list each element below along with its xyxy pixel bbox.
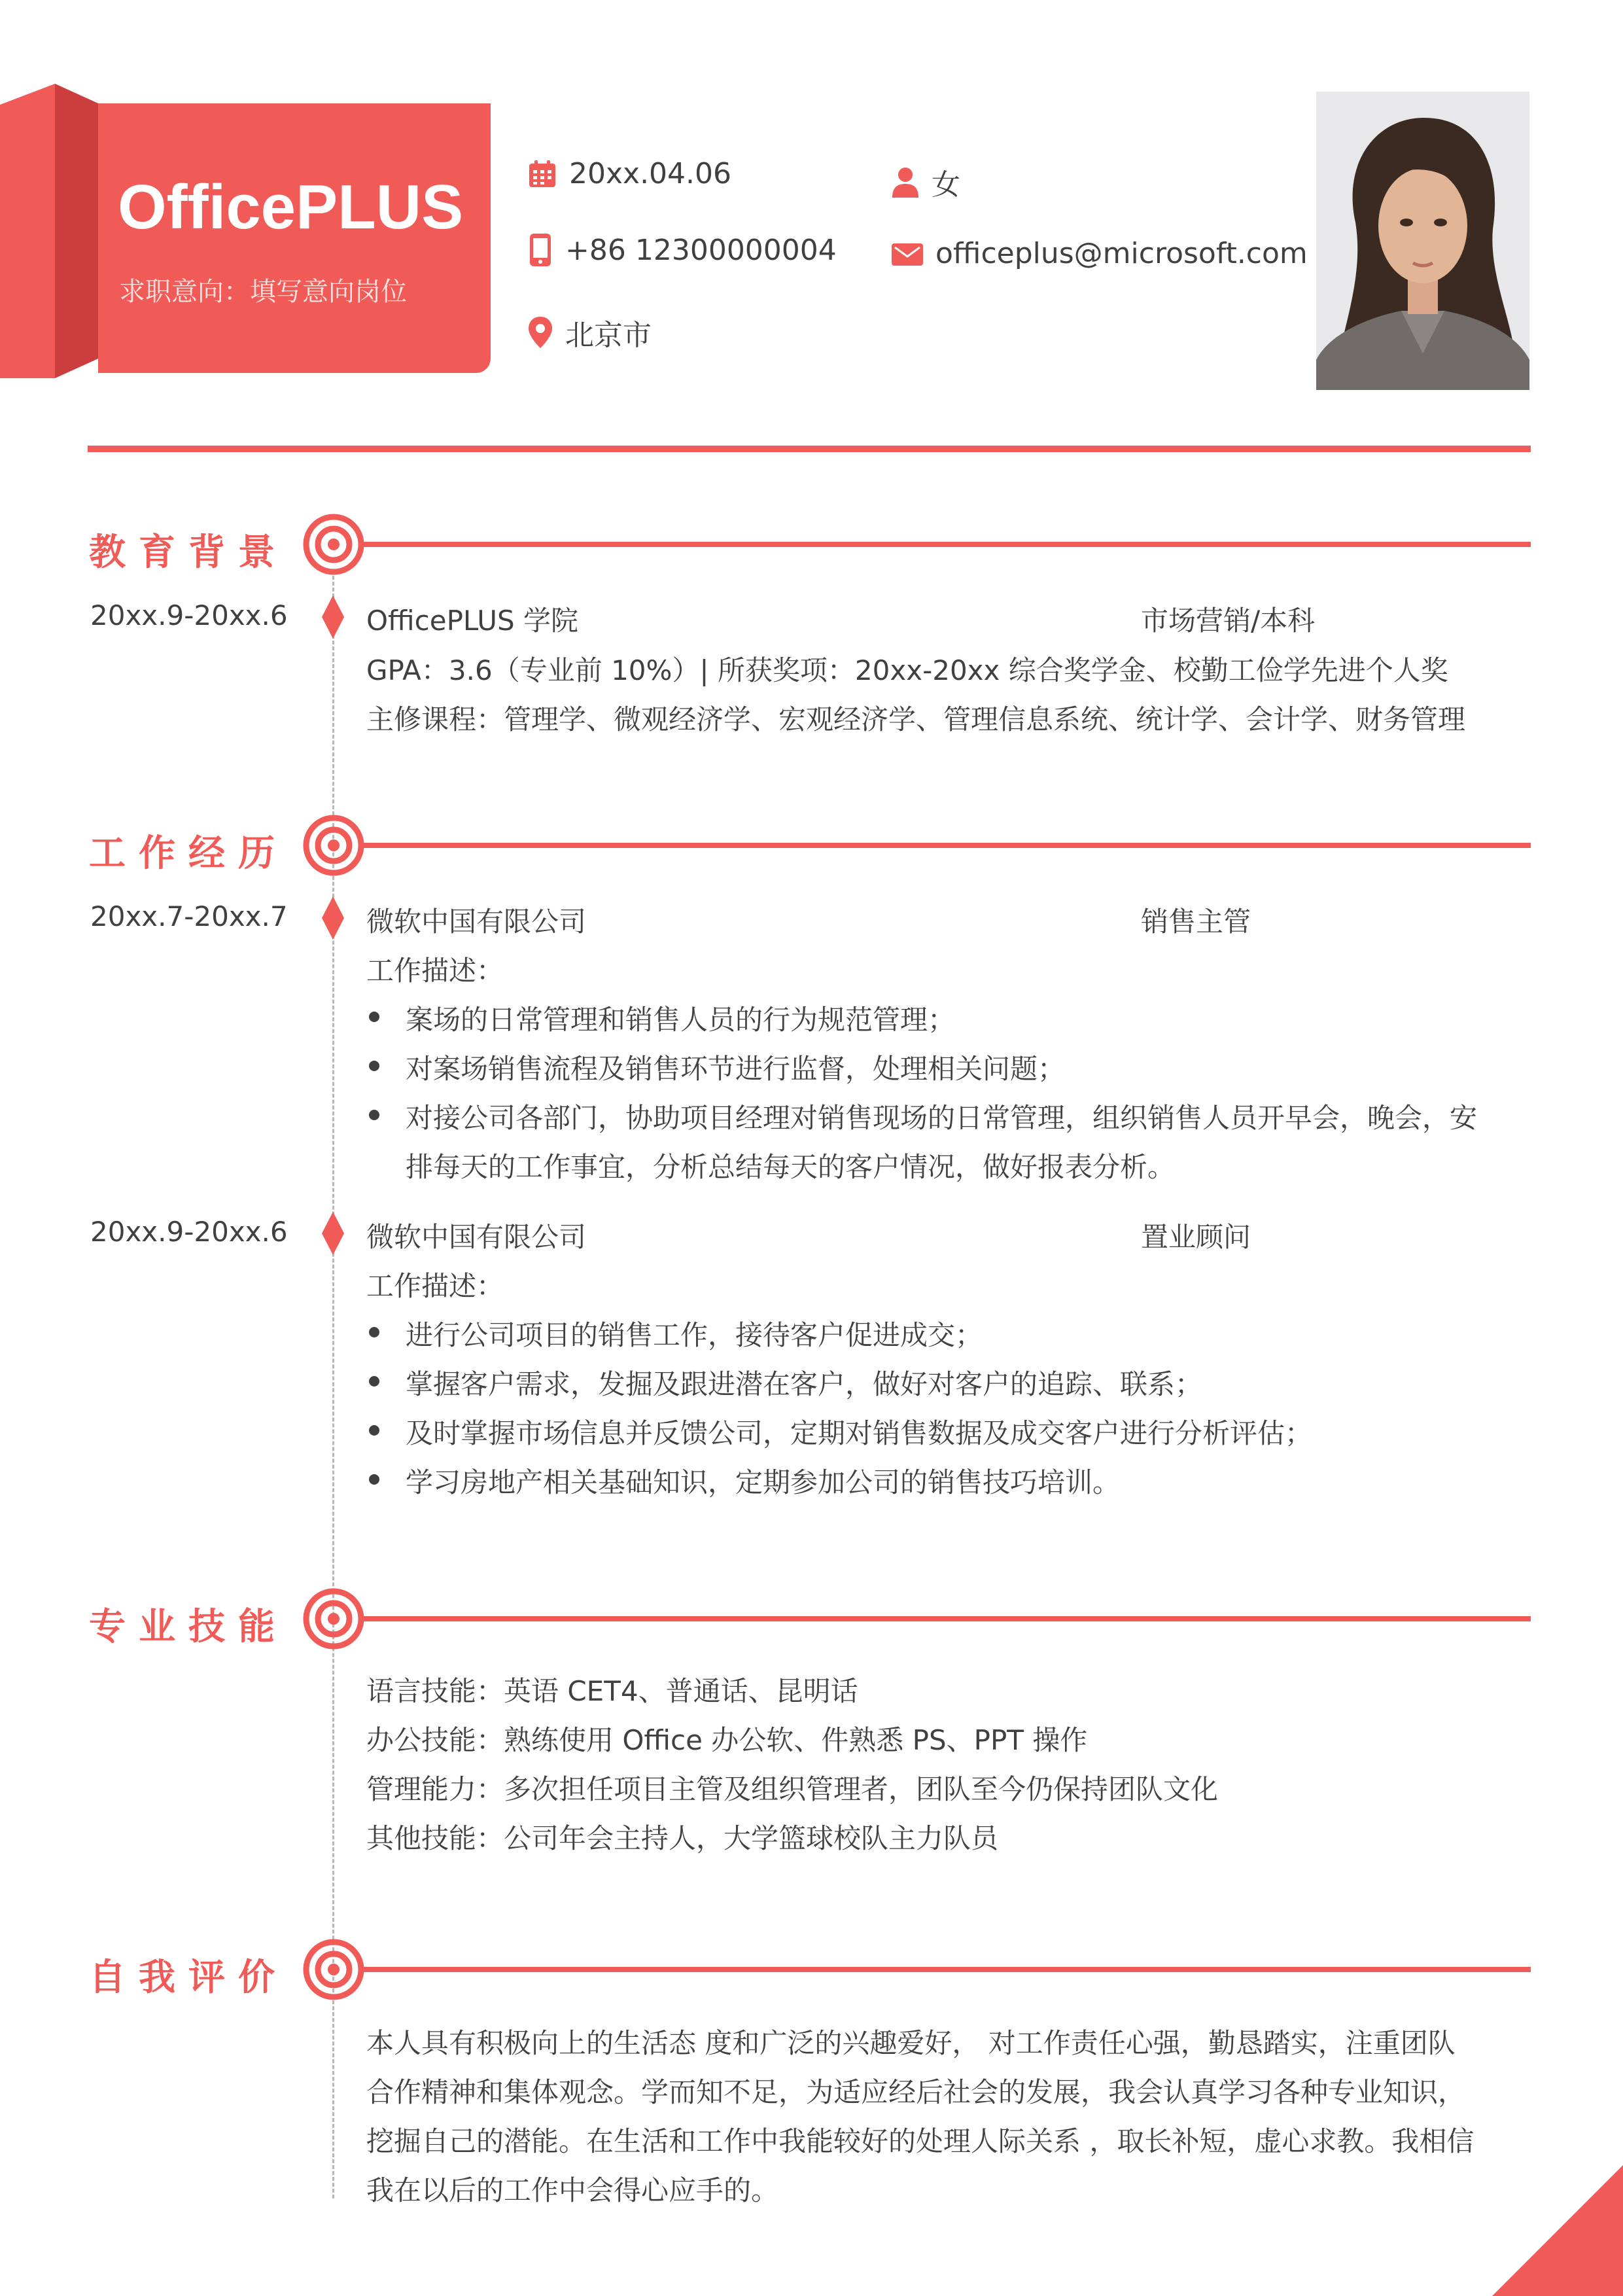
corner-decoration	[1492, 2165, 1623, 2296]
job-bullet: 案场的日常管理和销售人员的行为规范管理；	[406, 1004, 956, 1036]
skill-item: 语言技能：英语 CET4、普通话、昆明话	[366, 1675, 858, 1707]
main-courses: 主修课程：管理学、微观经济学、宏观经济学、管理信息系统、统计学、会计学、财务管理	[366, 703, 1466, 735]
skill-item: 办公技能：熟练使用 Office 办公软、件熟悉 PS、PPT 操作	[366, 1724, 1088, 1756]
job-company: 微软中国有限公司	[366, 1221, 587, 1253]
phone-row	[527, 233, 837, 267]
job-bullet: 对案场销售流程及销售环节进行监督，处理相关问题；	[406, 1053, 1066, 1085]
self-eval-line: 本人具有积极向上的生活态 度和广泛的兴趣爱好， 对工作责任心强，勤恳踏实，注重团队	[366, 2027, 1456, 2059]
job-bullet: 进行公司项目的销售工作，接待客户促进成交；	[406, 1319, 983, 1351]
target-circle-icon	[302, 513, 365, 576]
location-pin-icon	[527, 316, 553, 349]
skill-item: 管理能力：多次担任项目主管及组织管理者，团队至今仍保持团队文化	[366, 1773, 1219, 1805]
self-eval-line: 合作精神和集体观念。学而知不足，为适应经后社会的发展，我会认真学习各种专业知识，	[366, 2076, 1466, 2108]
city-row	[527, 311, 652, 353]
bullet-dot	[369, 1327, 379, 1337]
job-bullet-continued: 排每天的工作事宜，分析总结每天的客户情况，做好报表分析。	[406, 1151, 1176, 1183]
major-degree: 市场营销/本科	[1141, 605, 1316, 637]
gender-row	[891, 161, 960, 203]
bullet-dot	[369, 1012, 379, 1022]
job-period: 20xx.7-20xx.7	[90, 900, 288, 932]
job-desc-label: 工作描述：	[366, 955, 504, 987]
section-rule	[358, 1616, 1531, 1621]
gender: 女	[932, 168, 960, 202]
email-address: officeplus@microsoft.com	[935, 237, 1308, 270]
bullet-dot	[369, 1474, 379, 1485]
job-desc-label: 工作描述：	[366, 1270, 504, 1302]
section-rule	[358, 843, 1531, 848]
bullet-dot	[369, 1376, 379, 1386]
profile-photo	[1316, 92, 1529, 390]
job-bullet: 学习房地产相关基础知识，定期参加公司的销售技巧培训。	[406, 1466, 1121, 1498]
email-icon	[891, 241, 924, 267]
job-bullet: 掌握客户需求，发掘及跟进潜在客户，做好对客户的追踪、联系；	[406, 1368, 1203, 1400]
header-divider	[88, 446, 1531, 452]
timeline-diamond-icon	[322, 595, 344, 639]
target-circle-icon	[302, 814, 365, 877]
job-bullet: 及时掌握市场信息并反馈公司，定期对销售数据及成交客户进行分析评估；	[406, 1417, 1313, 1449]
birth-date: 20xx.04.06	[569, 157, 732, 190]
job-company: 微软中国有限公司	[366, 906, 587, 938]
timeline-diamond-icon	[322, 896, 344, 940]
education-period: 20xx.9-20xx.6	[90, 599, 288, 631]
target-circle-icon	[302, 1587, 365, 1650]
phone-number: +86 12300000004	[565, 233, 837, 267]
section-title-education: 教育背景	[89, 531, 288, 574]
candidate-name: OfficePLUS	[118, 172, 464, 242]
section-rule	[358, 1967, 1531, 1972]
section-title-work: 工作经历	[89, 832, 288, 875]
school-name: OfficePLUS 学院	[366, 605, 578, 637]
self-eval-line: 挖掘自己的潜能。在生活和工作中我能较好的处理人际关系 ，取长补短，虚心求教。我相信	[366, 2125, 1475, 2157]
section-title-self-eval: 自我评价	[89, 1956, 288, 1999]
birth-date-row	[527, 157, 731, 190]
person-icon	[891, 166, 920, 198]
bullet-dot	[369, 1110, 379, 1120]
target-circle-icon	[302, 1938, 365, 2001]
bullet-dot	[369, 1061, 379, 1071]
job-bullet: 对接公司各部门，协助项目经理对销售现场的日常管理，组织销售人员开早会，晚会，安	[406, 1102, 1478, 1134]
job-intent: 求职意向：填写意向岗位	[119, 277, 407, 307]
self-eval-line: 我在以后的工作中会得心应手的。	[366, 2174, 779, 2206]
job-role: 置业顾问	[1141, 1221, 1251, 1253]
section-rule	[358, 542, 1531, 547]
job-role: 销售主管	[1141, 906, 1251, 938]
phone-icon	[527, 233, 553, 267]
timeline-diamond-icon	[322, 1212, 344, 1255]
skill-item: 其他技能：公司年会主持人，大学篮球校队主力队员	[366, 1822, 999, 1854]
gpa-awards: GPA：3.6（专业前 10%）| 所获奖项：20xx-20xx 综合奖学金、校勤工俭学先进个人奖	[366, 654, 1448, 686]
bullet-dot	[369, 1425, 379, 1436]
banner-fold-decoration	[0, 84, 98, 378]
city: 北京市	[565, 319, 652, 352]
section-title-skills: 专业技能	[89, 1606, 288, 1648]
email-row	[891, 237, 1308, 270]
job-period: 20xx.9-20xx.6	[90, 1216, 288, 1248]
calendar-icon	[527, 159, 557, 189]
